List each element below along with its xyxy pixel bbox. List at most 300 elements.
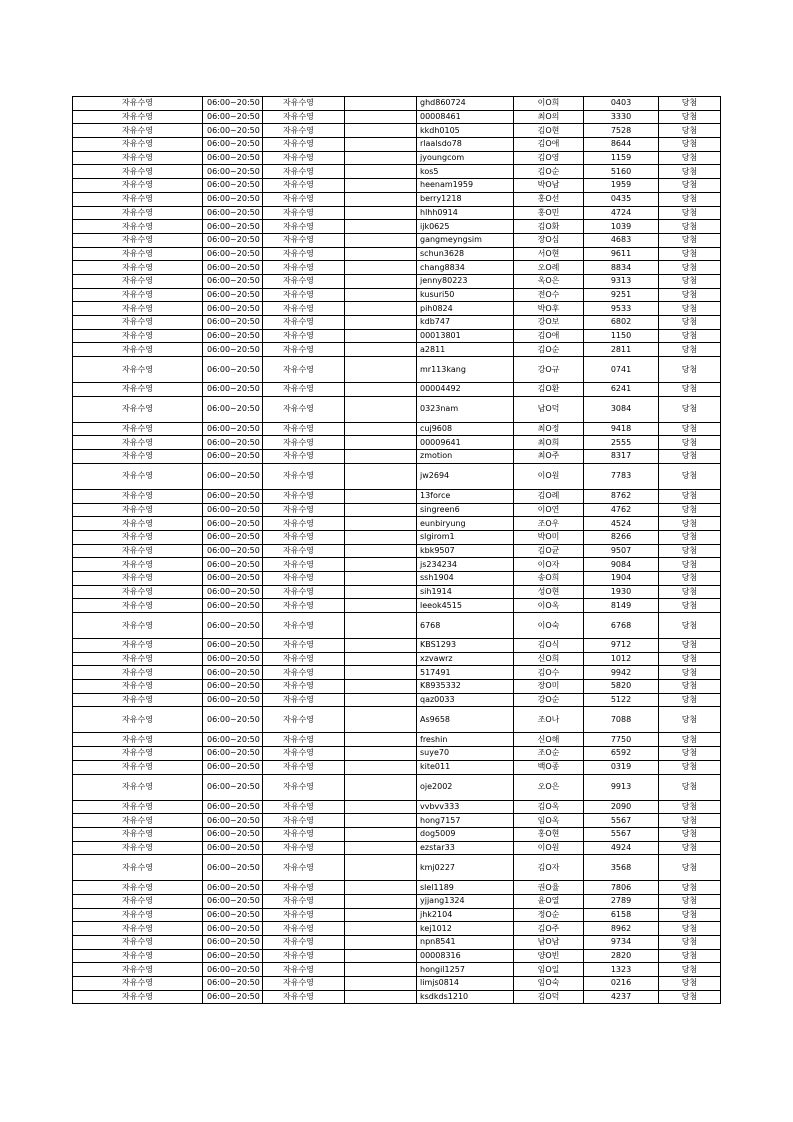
- blank-cell: [345, 827, 417, 841]
- blank-cell: [345, 247, 417, 261]
- table-row: [73, 463, 721, 489]
- user-id-cell: mr113kang: [417, 357, 514, 383]
- table-row: [73, 733, 721, 747]
- name-cell: 이O자: [514, 558, 584, 572]
- result-cell: 당첨: [659, 436, 721, 450]
- facility-cell: 자유수영: [263, 343, 345, 357]
- table-row: [73, 517, 721, 531]
- time-cell: 06:00~20:50: [203, 302, 263, 316]
- blank-cell: [345, 908, 417, 922]
- name-cell: 권O율: [514, 881, 584, 895]
- number-cell: 5567: [584, 827, 659, 841]
- number-cell: 4683: [584, 233, 659, 247]
- name-cell: 장O심: [514, 233, 584, 247]
- user-id-cell: 517491: [417, 666, 514, 680]
- blank-cell: [345, 206, 417, 220]
- number-cell: 8266: [584, 530, 659, 544]
- time-cell: 06:00~20:50: [203, 97, 263, 111]
- table-row: [73, 288, 721, 302]
- time-cell: 06:00~20:50: [203, 450, 263, 464]
- blank-cell: [345, 680, 417, 694]
- user-id-cell: jyoungcom: [417, 151, 514, 165]
- table-row: [73, 233, 721, 247]
- name-cell: 남O덕: [514, 396, 584, 422]
- time-cell: 06:00~20:50: [203, 357, 263, 383]
- blank-cell: [345, 329, 417, 343]
- category-cell: 자유수영: [73, 977, 203, 991]
- blank-cell: [345, 436, 417, 450]
- user-id-cell: yjjang1324: [417, 894, 514, 908]
- time-cell: 06:00~20:50: [203, 707, 263, 733]
- category-cell: 자유수영: [73, 422, 203, 436]
- user-id-cell: 0323nam: [417, 396, 514, 422]
- facility-cell: 자유수영: [263, 558, 345, 572]
- facility-cell: 자유수영: [263, 881, 345, 895]
- lottery-result-table: [72, 96, 721, 1004]
- number-cell: 0403: [584, 97, 659, 111]
- user-id-cell: npn8541: [417, 936, 514, 950]
- time-cell: 06:00~20:50: [203, 316, 263, 330]
- number-cell: 3084: [584, 396, 659, 422]
- blank-cell: [345, 343, 417, 357]
- blank-cell: [345, 489, 417, 503]
- category-cell: 자유수영: [73, 247, 203, 261]
- result-cell: 당첨: [659, 599, 721, 613]
- facility-cell: 자유수영: [263, 666, 345, 680]
- result-cell: 당첨: [659, 274, 721, 288]
- time-cell: 06:00~20:50: [203, 192, 263, 206]
- user-id-cell: js234234: [417, 558, 514, 572]
- name-cell: 김O순: [514, 165, 584, 179]
- table-row: [73, 963, 721, 977]
- facility-cell: 자유수영: [263, 922, 345, 936]
- facility-cell: 자유수영: [263, 450, 345, 464]
- user-id-cell: rlaalsdo78: [417, 138, 514, 152]
- name-cell: 이O숙: [514, 613, 584, 639]
- number-cell: 4924: [584, 841, 659, 855]
- time-cell: 06:00~20:50: [203, 814, 263, 828]
- blank-cell: [345, 357, 417, 383]
- user-id-cell: 00013801: [417, 329, 514, 343]
- time-cell: 06:00~20:50: [203, 666, 263, 680]
- result-cell: 당첨: [659, 855, 721, 881]
- facility-cell: 자유수영: [263, 274, 345, 288]
- facility-cell: 자유수영: [263, 990, 345, 1004]
- name-cell: 송O희: [514, 571, 584, 585]
- category-cell: 자유수영: [73, 666, 203, 680]
- number-cell: 4524: [584, 517, 659, 531]
- table-row: [73, 343, 721, 357]
- category-cell: 자유수영: [73, 814, 203, 828]
- number-cell: 6592: [584, 747, 659, 761]
- number-cell: 9611: [584, 247, 659, 261]
- user-id-cell: K8935332: [417, 680, 514, 694]
- user-id-cell: oje2002: [417, 774, 514, 800]
- facility-cell: 자유수영: [263, 422, 345, 436]
- user-id-cell: singreen6: [417, 503, 514, 517]
- category-cell: 자유수영: [73, 206, 203, 220]
- user-id-cell: kbk9507: [417, 544, 514, 558]
- user-id-cell: ksdkds1210: [417, 990, 514, 1004]
- category-cell: 자유수영: [73, 316, 203, 330]
- blank-cell: [345, 261, 417, 275]
- user-id-cell: suye70: [417, 747, 514, 761]
- table-row: [73, 814, 721, 828]
- time-cell: 06:00~20:50: [203, 599, 263, 613]
- number-cell: 1323: [584, 963, 659, 977]
- table-row: [73, 774, 721, 800]
- name-cell: 전O수: [514, 288, 584, 302]
- category-cell: 자유수영: [73, 357, 203, 383]
- number-cell: 0319: [584, 760, 659, 774]
- category-cell: 자유수영: [73, 571, 203, 585]
- name-cell: 김O식: [514, 639, 584, 653]
- time-cell: 06:00~20:50: [203, 613, 263, 639]
- facility-cell: 자유수영: [263, 693, 345, 707]
- time-cell: 06:00~20:50: [203, 881, 263, 895]
- user-id-cell: jenny80223: [417, 274, 514, 288]
- user-id-cell: leeok4515: [417, 599, 514, 613]
- blank-cell: [345, 760, 417, 774]
- result-cell: 당첨: [659, 814, 721, 828]
- number-cell: 7806: [584, 881, 659, 895]
- time-cell: 06:00~20:50: [203, 503, 263, 517]
- blank-cell: [345, 274, 417, 288]
- blank-cell: [345, 220, 417, 234]
- time-cell: 06:00~20:50: [203, 977, 263, 991]
- result-cell: 당첨: [659, 450, 721, 464]
- facility-cell: 자유수영: [263, 124, 345, 138]
- blank-cell: [345, 774, 417, 800]
- facility-cell: 자유수영: [263, 908, 345, 922]
- facility-cell: 자유수영: [263, 894, 345, 908]
- category-cell: 자유수영: [73, 97, 203, 111]
- name-cell: 김O애: [514, 138, 584, 152]
- result-cell: 당첨: [659, 192, 721, 206]
- table-row: [73, 936, 721, 950]
- number-cell: 8762: [584, 489, 659, 503]
- name-cell: 오O례: [514, 261, 584, 275]
- category-cell: 자유수영: [73, 747, 203, 761]
- table-row: [73, 110, 721, 124]
- facility-cell: 자유수영: [263, 571, 345, 585]
- table-row: [73, 396, 721, 422]
- result-cell: 당첨: [659, 288, 721, 302]
- facility-cell: 자유수영: [263, 138, 345, 152]
- result-cell: 당첨: [659, 680, 721, 694]
- result-cell: 당첨: [659, 179, 721, 193]
- facility-cell: 자유수영: [263, 639, 345, 653]
- result-cell: 당첨: [659, 936, 721, 950]
- user-id-cell: gangmeyngsim: [417, 233, 514, 247]
- result-cell: 당첨: [659, 206, 721, 220]
- blank-cell: [345, 165, 417, 179]
- blank-cell: [345, 855, 417, 881]
- name-cell: 김O덕: [514, 990, 584, 1004]
- table-row: [73, 302, 721, 316]
- number-cell: 9734: [584, 936, 659, 950]
- number-cell: 2789: [584, 894, 659, 908]
- name-cell: 홍O현: [514, 827, 584, 841]
- name-cell: 이O연: [514, 503, 584, 517]
- user-id-cell: jw2694: [417, 463, 514, 489]
- category-cell: 자유수영: [73, 463, 203, 489]
- table-row: [73, 680, 721, 694]
- blank-cell: [345, 639, 417, 653]
- category-cell: 자유수영: [73, 165, 203, 179]
- category-cell: 자유수영: [73, 800, 203, 814]
- facility-cell: 자유수영: [263, 247, 345, 261]
- time-cell: 06:00~20:50: [203, 693, 263, 707]
- name-cell: 박O미: [514, 530, 584, 544]
- blank-cell: [345, 936, 417, 950]
- table-row: [73, 261, 721, 275]
- user-id-cell: schun3628: [417, 247, 514, 261]
- number-cell: 2090: [584, 800, 659, 814]
- category-cell: 자유수영: [73, 639, 203, 653]
- facility-cell: 자유수영: [263, 800, 345, 814]
- facility-cell: 자유수영: [263, 151, 345, 165]
- user-id-cell: ghd860724: [417, 97, 514, 111]
- number-cell: 9913: [584, 774, 659, 800]
- result-cell: 당첨: [659, 233, 721, 247]
- number-cell: 7088: [584, 707, 659, 733]
- result-cell: 당첨: [659, 357, 721, 383]
- time-cell: 06:00~20:50: [203, 247, 263, 261]
- name-cell: 김O애: [514, 329, 584, 343]
- table-row: [73, 329, 721, 343]
- facility-cell: 자유수영: [263, 585, 345, 599]
- time-cell: 06:00~20:50: [203, 151, 263, 165]
- facility-cell: 자유수영: [263, 436, 345, 450]
- time-cell: 06:00~20:50: [203, 124, 263, 138]
- blank-cell: [345, 517, 417, 531]
- facility-cell: 자유수영: [263, 747, 345, 761]
- category-cell: 자유수영: [73, 841, 203, 855]
- blank-cell: [345, 666, 417, 680]
- name-cell: 서O현: [514, 247, 584, 261]
- blank-cell: [345, 422, 417, 436]
- category-cell: 자유수영: [73, 124, 203, 138]
- time-cell: 06:00~20:50: [203, 571, 263, 585]
- number-cell: 1150: [584, 329, 659, 343]
- result-cell: 당첨: [659, 613, 721, 639]
- blank-cell: [345, 450, 417, 464]
- facility-cell: 자유수영: [263, 179, 345, 193]
- facility-cell: 자유수영: [263, 192, 345, 206]
- number-cell: 9313: [584, 274, 659, 288]
- number-cell: 5160: [584, 165, 659, 179]
- table-row: [73, 949, 721, 963]
- table-row: [73, 558, 721, 572]
- facility-cell: 자유수영: [263, 841, 345, 855]
- blank-cell: [345, 110, 417, 124]
- time-cell: 06:00~20:50: [203, 489, 263, 503]
- result-cell: 당첨: [659, 760, 721, 774]
- table-row: [73, 383, 721, 397]
- blank-cell: [345, 990, 417, 1004]
- table-row: [73, 585, 721, 599]
- number-cell: 6241: [584, 383, 659, 397]
- result-cell: 당첨: [659, 707, 721, 733]
- name-cell: 성O현: [514, 585, 584, 599]
- blank-cell: [345, 652, 417, 666]
- blank-cell: [345, 571, 417, 585]
- table-row: [73, 247, 721, 261]
- category-cell: 자유수영: [73, 881, 203, 895]
- facility-cell: 자유수영: [263, 733, 345, 747]
- name-cell: 이O희: [514, 97, 584, 111]
- category-cell: 자유수영: [73, 613, 203, 639]
- name-cell: 강O순: [514, 693, 584, 707]
- name-cell: 김O주: [514, 922, 584, 936]
- user-id-cell: xzvawrz: [417, 652, 514, 666]
- name-cell: 김O례: [514, 489, 584, 503]
- category-cell: 자유수영: [73, 936, 203, 950]
- facility-cell: 자유수영: [263, 261, 345, 275]
- number-cell: 4237: [584, 990, 659, 1004]
- time-cell: 06:00~20:50: [203, 220, 263, 234]
- result-cell: 당첨: [659, 922, 721, 936]
- blank-cell: [345, 558, 417, 572]
- time-cell: 06:00~20:50: [203, 949, 263, 963]
- category-cell: 자유수영: [73, 990, 203, 1004]
- result-cell: 당첨: [659, 881, 721, 895]
- name-cell: 김O현: [514, 124, 584, 138]
- table-row: [73, 855, 721, 881]
- name-cell: 양O빈: [514, 949, 584, 963]
- name-cell: 임O일: [514, 963, 584, 977]
- result-cell: 당첨: [659, 949, 721, 963]
- result-cell: 당첨: [659, 97, 721, 111]
- number-cell: 9507: [584, 544, 659, 558]
- table-row: [73, 977, 721, 991]
- blank-cell: [345, 707, 417, 733]
- user-id-cell: ezstar33: [417, 841, 514, 855]
- name-cell: 김O순: [514, 343, 584, 357]
- name-cell: 임O숙: [514, 977, 584, 991]
- number-cell: 1930: [584, 585, 659, 599]
- facility-cell: 자유수영: [263, 288, 345, 302]
- category-cell: 자유수영: [73, 922, 203, 936]
- table-row: [73, 908, 721, 922]
- facility-cell: 자유수영: [263, 760, 345, 774]
- blank-cell: [345, 747, 417, 761]
- facility-cell: 자유수영: [263, 489, 345, 503]
- name-cell: 오O은: [514, 774, 584, 800]
- time-cell: 06:00~20:50: [203, 422, 263, 436]
- user-id-cell: 00008316: [417, 949, 514, 963]
- category-cell: 자유수영: [73, 274, 203, 288]
- user-id-cell: 00009641: [417, 436, 514, 450]
- category-cell: 자유수영: [73, 192, 203, 206]
- result-cell: 당첨: [659, 977, 721, 991]
- name-cell: 김O영: [514, 151, 584, 165]
- user-id-cell: berry1218: [417, 192, 514, 206]
- number-cell: 6802: [584, 316, 659, 330]
- blank-cell: [345, 894, 417, 908]
- category-cell: 자유수영: [73, 733, 203, 747]
- time-cell: 06:00~20:50: [203, 110, 263, 124]
- blank-cell: [345, 963, 417, 977]
- category-cell: 자유수영: [73, 827, 203, 841]
- number-cell: 2811: [584, 343, 659, 357]
- time-cell: 06:00~20:50: [203, 463, 263, 489]
- category-cell: 자유수영: [73, 450, 203, 464]
- name-cell: 최O희: [514, 436, 584, 450]
- table-row: [73, 124, 721, 138]
- table-row: [73, 220, 721, 234]
- table-row: [73, 192, 721, 206]
- facility-cell: 자유수영: [263, 302, 345, 316]
- result-cell: 당첨: [659, 544, 721, 558]
- category-cell: 자유수영: [73, 138, 203, 152]
- result-cell: 당첨: [659, 639, 721, 653]
- result-cell: 당첨: [659, 247, 721, 261]
- user-id-cell: 13force: [417, 489, 514, 503]
- name-cell: 김O환: [514, 383, 584, 397]
- facility-cell: 자유수영: [263, 814, 345, 828]
- time-cell: 06:00~20:50: [203, 585, 263, 599]
- number-cell: 8644: [584, 138, 659, 152]
- facility-cell: 자유수영: [263, 97, 345, 111]
- name-cell: 조O순: [514, 747, 584, 761]
- user-id-cell: kej1012: [417, 922, 514, 936]
- category-cell: 자유수영: [73, 558, 203, 572]
- time-cell: 06:00~20:50: [203, 894, 263, 908]
- name-cell: 최O주: [514, 450, 584, 464]
- facility-cell: 자유수영: [263, 977, 345, 991]
- user-id-cell: As9658: [417, 707, 514, 733]
- user-id-cell: slel1189: [417, 881, 514, 895]
- blank-cell: [345, 841, 417, 855]
- number-cell: 1012: [584, 652, 659, 666]
- result-cell: 당첨: [659, 558, 721, 572]
- category-cell: 자유수영: [73, 329, 203, 343]
- table-row: [73, 274, 721, 288]
- number-cell: 4762: [584, 503, 659, 517]
- category-cell: 자유수영: [73, 760, 203, 774]
- category-cell: 자유수영: [73, 261, 203, 275]
- blank-cell: [345, 530, 417, 544]
- table-row: [73, 922, 721, 936]
- user-id-cell: kite011: [417, 760, 514, 774]
- table-row: [73, 138, 721, 152]
- result-cell: 당첨: [659, 841, 721, 855]
- facility-cell: 자유수영: [263, 530, 345, 544]
- number-cell: 7783: [584, 463, 659, 489]
- name-cell: 조O나: [514, 707, 584, 733]
- number-cell: 0216: [584, 977, 659, 991]
- time-cell: 06:00~20:50: [203, 383, 263, 397]
- user-id-cell: freshin: [417, 733, 514, 747]
- facility-cell: 자유수영: [263, 329, 345, 343]
- category-cell: 자유수영: [73, 288, 203, 302]
- result-cell: 당첨: [659, 894, 721, 908]
- name-cell: 장O미: [514, 680, 584, 694]
- blank-cell: [345, 192, 417, 206]
- user-id-cell: vvbvv333: [417, 800, 514, 814]
- result-cell: 당첨: [659, 329, 721, 343]
- name-cell: 신O해: [514, 733, 584, 747]
- blank-cell: [345, 949, 417, 963]
- user-id-cell: heenam1959: [417, 179, 514, 193]
- blank-cell: [345, 800, 417, 814]
- facility-cell: 자유수영: [263, 220, 345, 234]
- result-cell: 당첨: [659, 110, 721, 124]
- table-row: [73, 894, 721, 908]
- category-cell: 자유수영: [73, 774, 203, 800]
